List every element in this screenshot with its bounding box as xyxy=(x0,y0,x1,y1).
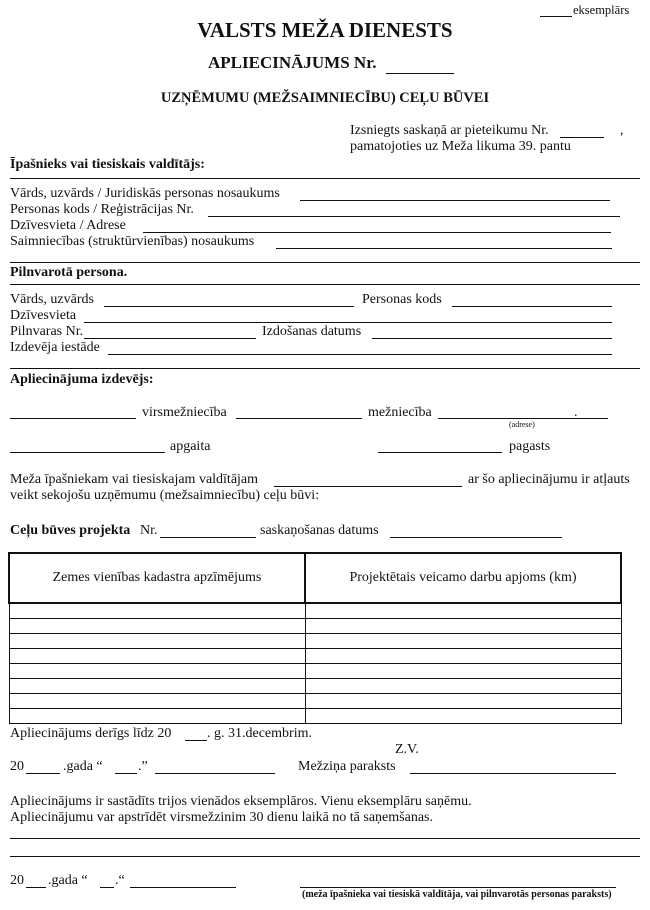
forestry-label: mežniecība xyxy=(368,405,432,420)
proxy-poa-label: Pilnvaras Nr. xyxy=(10,324,84,339)
sign-gada: .gada “ xyxy=(63,759,103,774)
proxy-name-label: Vārds, uzvārds xyxy=(10,292,94,307)
agency-title: VALSTS MEŽA DIENESTS xyxy=(197,18,453,42)
cadastre-cell[interactable] xyxy=(9,649,305,664)
footer-line-1[interactable] xyxy=(10,838,640,839)
forestry-address-field[interactable] xyxy=(438,418,608,419)
project-nr-label: Nr. xyxy=(140,523,158,538)
district-field[interactable] xyxy=(10,418,136,419)
ranger-district-field[interactable] xyxy=(10,452,165,453)
proxy-heading-rule xyxy=(10,284,640,285)
address-hint: (adrese) xyxy=(509,420,535,429)
sign-year-field[interactable] xyxy=(26,773,60,774)
issuer-heading: Apliecinājuma izdevējs: xyxy=(10,372,154,387)
copies-label: eksemplārs xyxy=(573,3,630,17)
application-number-blank[interactable] xyxy=(560,137,604,138)
project-number-field[interactable] xyxy=(160,537,256,538)
proxy-code-label: Personas kods xyxy=(362,292,442,307)
cadastre-cell[interactable] xyxy=(9,709,305,724)
project-label: Ceļu būves projekta xyxy=(10,523,131,538)
owner-code-field[interactable] xyxy=(208,216,620,217)
volume-cell[interactable] xyxy=(305,709,621,724)
issued-line-2: pamatojoties uz Meža likuma 39. pantu xyxy=(350,139,571,154)
forester-sign-label: Mežziņa paraksts xyxy=(298,759,396,774)
doc-number-blank[interactable] xyxy=(386,73,454,74)
owner-signature-field[interactable] xyxy=(300,887,616,888)
proxy-extra-line[interactable] xyxy=(10,368,640,369)
doc-subtitle: UZŅĒMUMU (MEŽSAIMNIECĪBU) CEĻU BŪVEI xyxy=(160,90,490,106)
owner-extra-line[interactable] xyxy=(10,262,640,263)
column-header-volume: Projektētais veicamo darbu apjoms (km) xyxy=(305,553,621,603)
table-row xyxy=(9,679,621,694)
proxy-poa-field[interactable] xyxy=(84,338,256,339)
footer-note-2: Apliecinājumu var apstrīdēt virsmežzinim 30 dienu laikā no tā saņemšanas. xyxy=(10,810,433,825)
forestry-name-field[interactable] xyxy=(236,418,362,419)
proxy-issuer-field[interactable] xyxy=(108,354,612,355)
volume-cell[interactable] xyxy=(305,649,621,664)
column-header-cadastre: Zemes vienības kadastra apzīmējums xyxy=(9,553,305,603)
owner-name-field[interactable] xyxy=(300,200,610,201)
proxy-issuer-label: Izdevēja iestāde xyxy=(10,340,100,355)
validity-year-field[interactable] xyxy=(185,740,207,741)
permission-line2: veikt sekojošu uzņēmumu (mežsaimniecību) ceļu būvi: xyxy=(10,488,320,503)
cadastre-cell[interactable] xyxy=(9,679,305,694)
works-table xyxy=(8,552,622,724)
owner-code-label: Personas kods / Reģistrācijas Nr. xyxy=(10,202,194,217)
cadastre-cell[interactable] xyxy=(9,603,305,619)
owner-address-field[interactable] xyxy=(143,232,611,233)
works-table-body xyxy=(9,603,621,724)
owner-unit-label: Saimniecības (struktūrvienības) nosaukums xyxy=(10,234,255,249)
proxy-residence-label: Dzīvesvieta xyxy=(10,308,77,323)
proxy-heading: Pilnvarotā persona. xyxy=(10,265,128,280)
cadastre-cell[interactable] xyxy=(9,694,305,709)
proxy-name-field[interactable] xyxy=(104,306,354,307)
footer-day-field[interactable] xyxy=(100,887,114,888)
table-row xyxy=(9,664,621,679)
cadastre-cell[interactable] xyxy=(9,634,305,649)
table-row xyxy=(9,649,621,664)
project-agreement-date-field[interactable] xyxy=(390,537,562,538)
sign-quote-close: .” xyxy=(138,759,148,774)
volume-cell[interactable] xyxy=(305,694,621,709)
owner-heading: Īpašnieks vai tiesiskais valdītājs: xyxy=(10,157,205,172)
footer-line-2[interactable] xyxy=(10,856,640,857)
permission-owner-field[interactable] xyxy=(274,486,462,487)
volume-cell[interactable] xyxy=(305,619,621,634)
volume-cell[interactable] xyxy=(305,634,621,649)
footer-quote-close: .“ xyxy=(115,873,125,888)
volume-cell[interactable] xyxy=(305,664,621,679)
owner-sign-label: (meža īpašnieka vai tiesiskā valdītāja, vai pilnvarotās personas paraksts) xyxy=(302,889,612,900)
sign-day-field[interactable] xyxy=(115,773,137,774)
table-row xyxy=(9,603,621,619)
validity-suffix: . g. 31.decembrim. xyxy=(207,726,312,741)
footer-month-field[interactable] xyxy=(130,887,236,888)
copies-blank[interactable] xyxy=(540,16,572,17)
parish-field[interactable] xyxy=(378,452,502,453)
table-row xyxy=(9,709,621,724)
project-agreement-label: saskaņošanas datums xyxy=(260,523,379,538)
sign-year-prefix: 20 xyxy=(10,759,24,774)
ranger-district-label: apgaita xyxy=(170,439,211,454)
proxy-issue-date-label: Izdošanas datums xyxy=(262,324,362,339)
proxy-issue-date-field[interactable] xyxy=(372,338,612,339)
owner-heading-rule xyxy=(10,178,640,179)
permission-line1-end: ar šo apliecinājumu ir atļauts xyxy=(468,472,630,487)
works-table-header xyxy=(9,553,621,603)
volume-cell[interactable] xyxy=(305,679,621,694)
owner-address-label: Dzīvesvieta / Adrese xyxy=(10,218,126,233)
sign-month-field[interactable] xyxy=(155,773,275,774)
footer-year-prefix: 20 xyxy=(10,873,24,888)
volume-cell[interactable] xyxy=(305,603,621,619)
forester-signature-field[interactable] xyxy=(410,773,616,774)
table-row xyxy=(9,619,621,634)
district-label: virsmežniecība xyxy=(142,405,227,420)
table-row xyxy=(9,634,621,649)
proxy-code-field[interactable] xyxy=(452,306,612,307)
parish-label: pagasts xyxy=(509,439,551,454)
issued-line-1: Izsniegts saskaņā ar pieteikumu Nr. xyxy=(350,123,549,138)
cadastre-cell[interactable] xyxy=(9,664,305,679)
footer-note-1: Apliecinājums ir sastādīts trijos vienādos eksemplāros. Vienu eksemplāru saņēmu. xyxy=(10,794,472,809)
permission-line1-start: Meža īpašniekam vai tiesiskajam valdītājam xyxy=(10,472,259,487)
owner-name-label: Vārds, uzvārds / Juridiskās personas nosaukums xyxy=(10,186,280,201)
forestry-address-dot: . xyxy=(574,405,578,420)
cadastre-cell[interactable] xyxy=(9,619,305,634)
issued-comma: , xyxy=(620,123,624,138)
doc-title: APLIECINĀJUMS Nr. xyxy=(208,53,377,72)
footer-gada: .gada “ xyxy=(48,873,88,888)
table-row xyxy=(9,694,621,709)
seal-placeholder: Z.V. xyxy=(395,742,419,757)
footer-year-field[interactable] xyxy=(26,887,46,888)
validity-prefix: Apliecinājums derīgs līdz 20 xyxy=(10,726,172,741)
proxy-residence-field[interactable] xyxy=(84,322,612,323)
owner-unit-field[interactable] xyxy=(276,248,612,249)
